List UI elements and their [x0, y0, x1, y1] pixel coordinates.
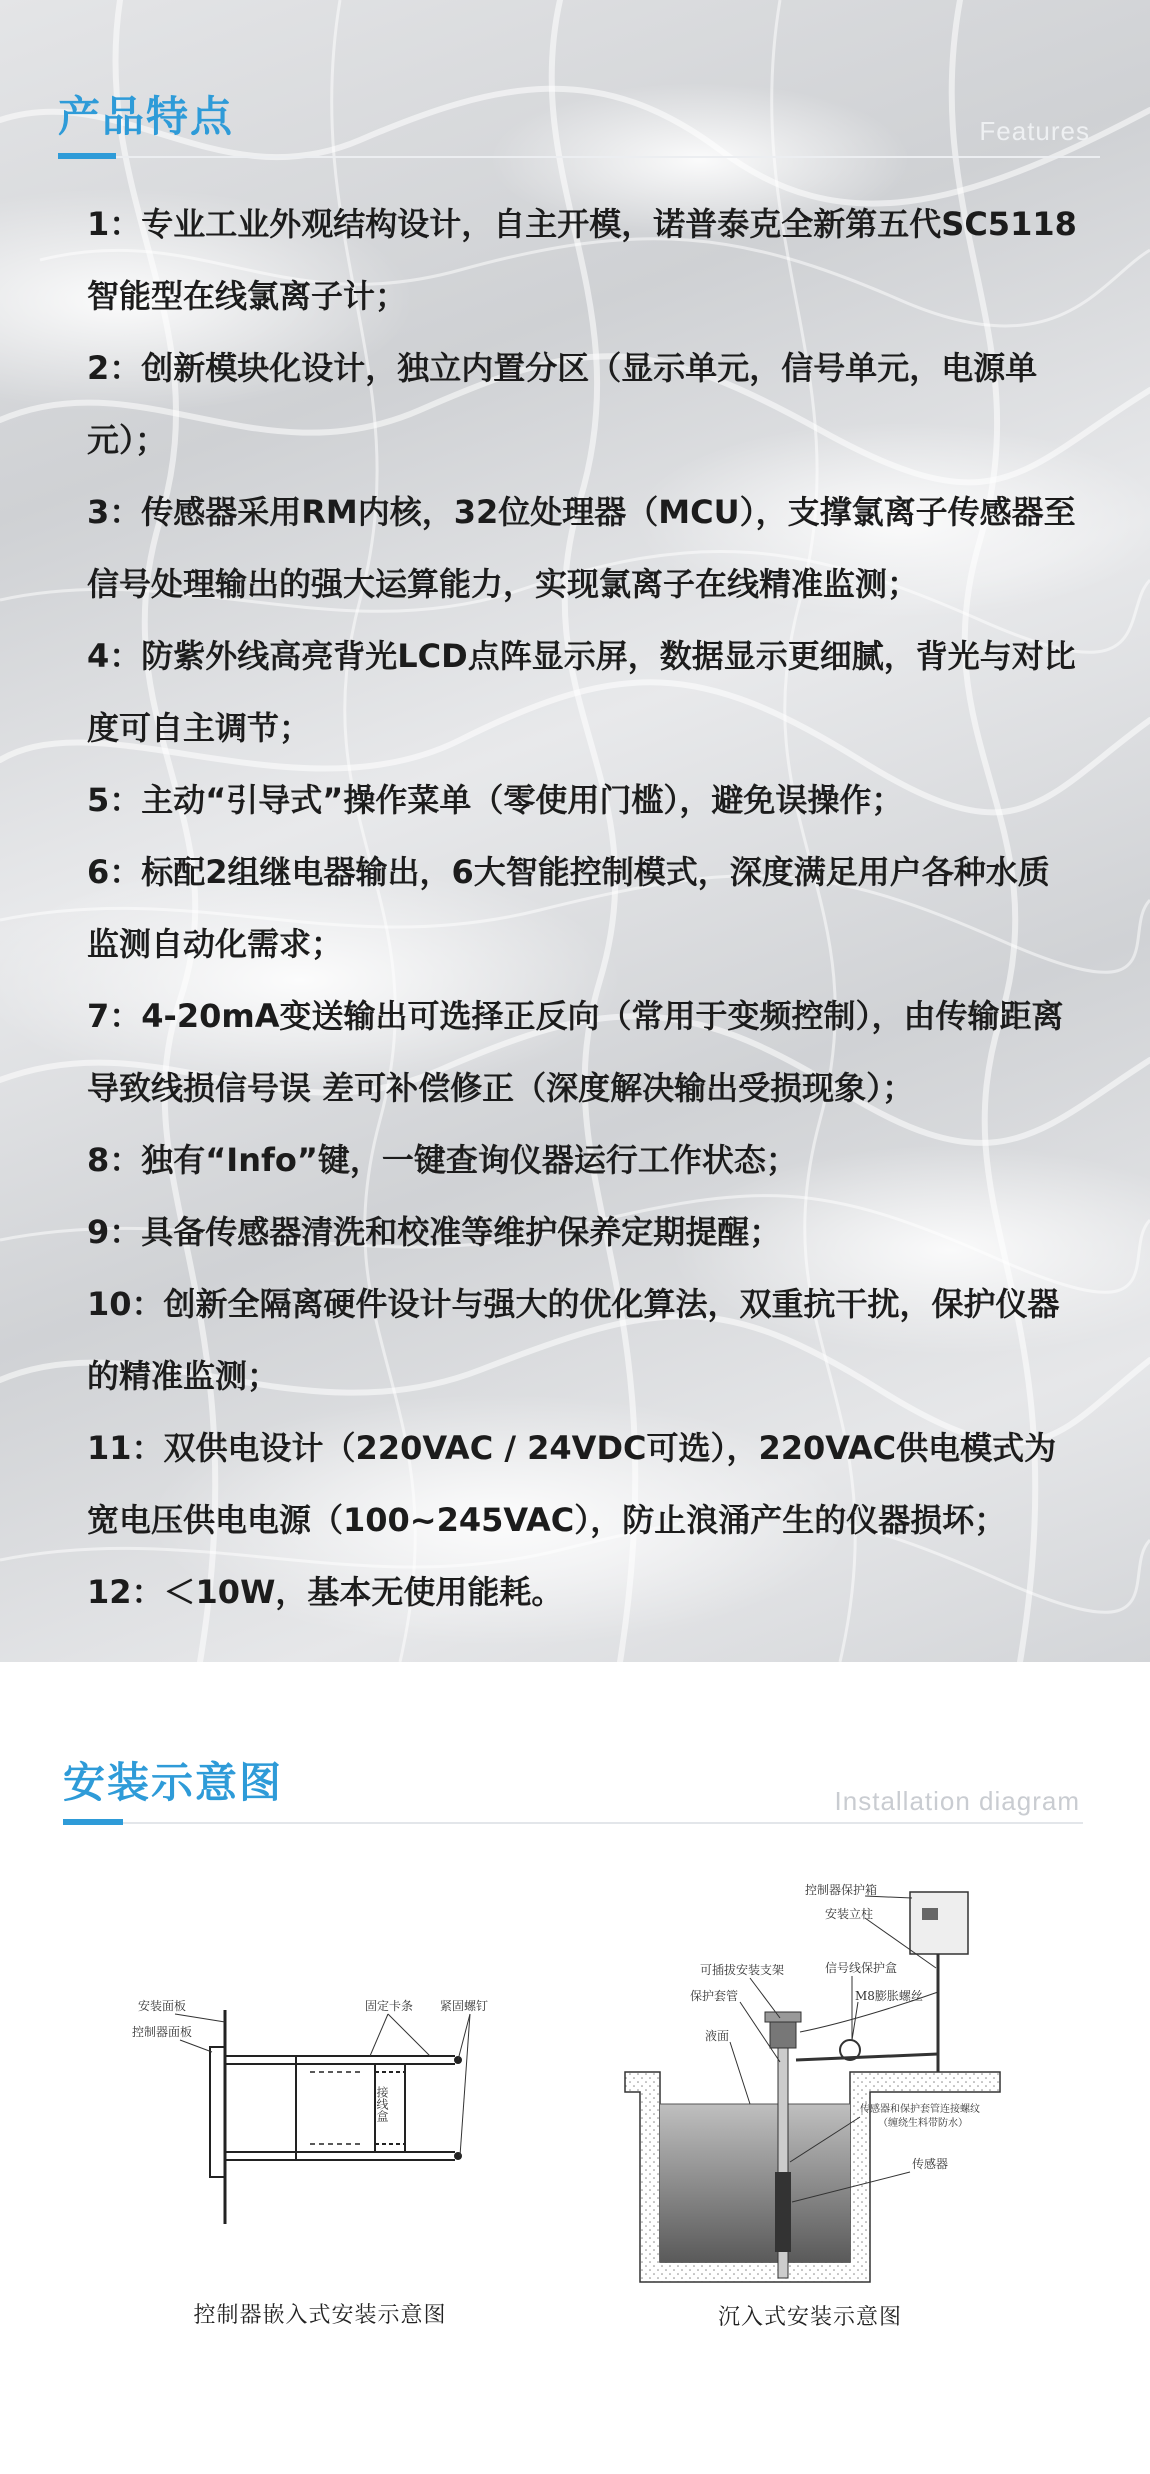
label-sensor: 传感器 — [912, 2157, 949, 2171]
panel-mount-caption: 控制器嵌入式安装示意图 — [193, 2303, 447, 2328]
label-expansion-bolt: M8膨胀螺丝 — [855, 1989, 923, 2003]
features-divider — [58, 156, 1100, 158]
label-junction-box: 接线盒 — [375, 2086, 389, 2122]
feature-item: 2：创新模块化设计，独立内置分区（显示单元，信号单元，电源单元）； — [87, 349, 1038, 459]
feature-item: 3：传感器采用RM内核，32位处理器（MCU），支撑氯离子传感器至信号处理输出的强大运算能力，实现氯离子在线精准监测； — [87, 493, 1076, 603]
label-signal-box: 信号线保护盒 — [825, 1961, 898, 1975]
label-screw: 紧固螺钉 — [440, 1999, 489, 2013]
label-thread-note: 传感器和保护套管连接螺纹 — [860, 2104, 980, 2115]
label-protect-box: 控制器保护箱 — [805, 1883, 878, 1897]
label-controller-panel: 控制器面板 — [132, 2025, 193, 2039]
label-mount-panel: 安装面板 — [138, 1999, 187, 2013]
label-liquid-level: 液面 — [705, 2029, 730, 2043]
immersion-mount-caption: 沉入式安装示意图 — [717, 2305, 902, 2330]
feature-item: 5：主动“引导式”操作菜单（零使用门槛），避免误操作； — [87, 781, 904, 819]
label-protect-pipe: 保护套管 — [690, 1989, 739, 2003]
feature-item: 10：创新全隔离硬件设计与强大的优化算法，双重抗干扰，保护仪器的精准监测； — [87, 1285, 1060, 1395]
panel-mount-diagram — [120, 1992, 560, 2242]
feature-list — [87, 188, 1077, 1628]
installation-title: 安装示意图 — [63, 1758, 284, 1807]
immersion-mount-diagram — [620, 1872, 1020, 2292]
features-title-accent — [58, 153, 116, 159]
label-thread-note-2: （缠绕生料带防水） — [878, 2118, 968, 2129]
installation-title-accent — [63, 1819, 123, 1825]
installation-divider — [63, 1822, 1083, 1824]
feature-item: 7：4-20mA变送输出可选择正反向（常用于变频控制），由传输距离导致线损信号误 差可补偿修正（深度解决输出受损现象）； — [87, 997, 1064, 1107]
feature-item: 6：标配2组继电器输出，6大智能控制模式，深度满足用户各种水质监测自动化需求； — [87, 853, 1050, 963]
feature-item: 9：具备传感器清洗和校准等维护保养定期提醒； — [87, 1213, 782, 1251]
feature-item: 4：防紫外线高亮背光LCD点阵显示屏，数据显示更细腻，背光与对比度可自主调节； — [87, 637, 1076, 747]
feature-item: 1：专业工业外观结构设计，自主开模，诺普泰克全新第五代SC5118智能型在线氯离子计； — [87, 205, 1077, 315]
features-title: 产品特点 — [58, 92, 235, 141]
installation-subtitle-en: Installation diagram — [834, 1786, 1080, 1816]
installation-section — [0, 1662, 1150, 2474]
feature-item: 11：双供电设计（220VAC / 24VDC可选），220VAC供电模式为宽电压供电电源（100~245VAC），防止浪涌产生的仪器损坏； — [87, 1429, 1057, 1539]
label-clip: 固定卡条 — [365, 1999, 414, 2013]
label-bracket: 可插拔安装支架 — [700, 1963, 785, 1977]
features-subtitle-en: Features — [979, 116, 1090, 146]
feature-item: 8：独有“Info”键，一键查询仪器运行工作状态； — [87, 1141, 798, 1179]
feature-item: 12：＜10W，基本无使用能耗。 — [87, 1573, 564, 1611]
label-pole: 安装立柱 — [825, 1907, 874, 1921]
